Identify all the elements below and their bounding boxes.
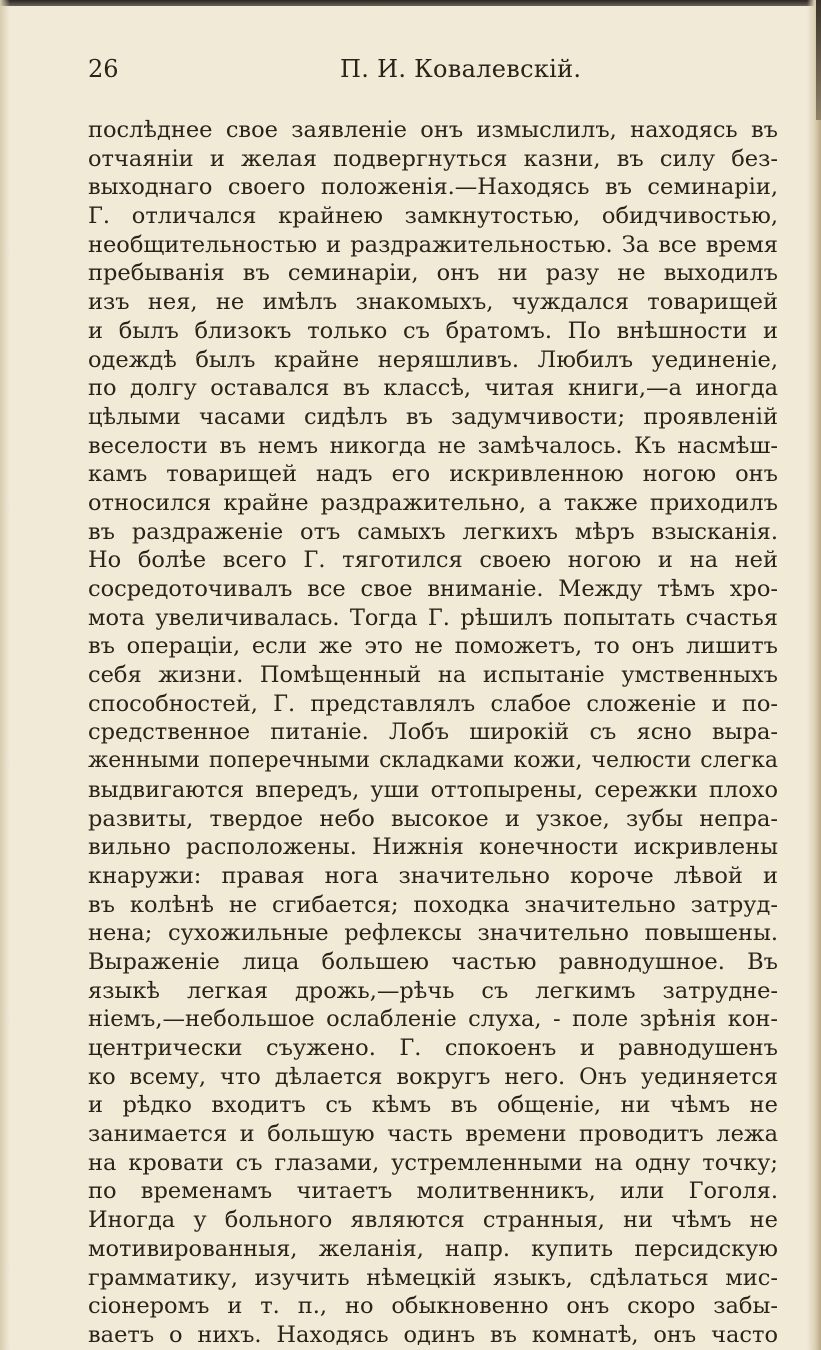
text-line: веселости въ немъ никогда не замѣчалось. Къ насмѣш- <box>88 432 778 459</box>
text-line: необщительностью и раздражительностью. За все время <box>88 231 778 258</box>
text-line: способностей, Г. представлялъ слабое сложеніе и по- <box>88 690 778 717</box>
text-line: ко всему, что дѣлается вокругъ него. Онъ уединяется <box>88 1063 778 1090</box>
text-line: послѣднее свое заявленіе онъ измыслилъ, находясь въ <box>88 117 778 143</box>
text-line: выдвигаются впередъ, уши оттопырены, сережки плохо <box>88 776 778 803</box>
text-line: въ колѣнѣ не сгибается; походка значительно затруд- <box>88 891 778 918</box>
text-line: выходнаго своего положенія.—Находясь въ семинаріи, <box>88 174 778 201</box>
text-line: въ операціи, если же это не поможетъ, то онъ лишитъ <box>88 633 778 660</box>
page-left-edge <box>0 0 10 1350</box>
text-line: развиты, твердое небо высокое и узкое, зубы непра- <box>88 805 778 832</box>
text-line: нена; сухожильные рефлексы значительно повышены. <box>88 920 778 947</box>
text-line: вильно расположены. Нижнія конечности искривлены <box>88 834 778 861</box>
text-line: на кровати съ глазами, устремленными на одну точку; <box>88 1149 778 1176</box>
text-line: отчаяніи и желая подвергнуться казни, въ силу без- <box>88 145 778 172</box>
text-line: языкѣ легкая дрожь,—рѣчь съ легкимъ затрудне- <box>88 977 778 1004</box>
text-line: занимается и большую часть времени проводитъ лежа <box>88 1121 778 1148</box>
text-line: одеждѣ былъ крайне неряшливъ. Любилъ уединеніе, <box>88 346 778 373</box>
text-line: сіонеромъ и т. п., но обыкновенно онъ скоро забы- <box>88 1293 778 1320</box>
text-line: мота увеличивалась. Тогда Г. рѣшилъ попытать счастья <box>88 604 778 631</box>
text-line: ніемъ,—небольшое ослабленіе слуха, - поле зрѣнія кон- <box>88 1006 778 1033</box>
text-line: грамматику, изучить нѣмецкій языкъ, сдѣлаться мис- <box>88 1264 778 1291</box>
body-text <box>88 116 778 1350</box>
page-right-edge <box>807 0 821 1350</box>
text-line: относился крайне раздражительно, а также приходилъ <box>88 489 778 516</box>
text-line: Иногда у больного являются странныя, ни чѣмъ не <box>88 1207 778 1234</box>
text-line: Выраженіе лица большею частью равнодушное. Въ <box>88 948 778 975</box>
text-line: себя жизни. Помѣщенный на испытаніе умственныхъ <box>88 662 778 689</box>
binding-shadow <box>816 0 821 120</box>
text-line: въ раздраженіе отъ самыхъ легкихъ мѣръ взысканія. <box>88 518 778 545</box>
text-line: по долгу оставался въ классѣ, читая книги,—а иногда <box>88 375 778 402</box>
page-header <box>88 55 778 95</box>
running-title: П. И. Ковалевскій. <box>340 55 582 83</box>
text-line: женными поперечными складками кожи, челюсти слегка <box>88 748 778 774</box>
text-line: и рѣдко входитъ съ кѣмъ въ общеніе, ни чѣмъ не <box>88 1092 778 1119</box>
text-line: цѣлыми часами сидѣлъ въ задумчивости; проявленій <box>88 403 778 430</box>
text-line: мотивированныя, желанія, напр. купить персидскую <box>88 1235 778 1262</box>
text-line: кнаружи: правая нога значительно короче лѣвой и <box>88 862 778 889</box>
text-line: по временамъ читаетъ молитвенникъ, или Гоголя. <box>88 1178 778 1205</box>
text-line: центрически съужено. Г. спокоенъ и равнодушенъ <box>88 1035 778 1061</box>
text-line: Г. отличался крайнею замкнутостью, обидчивостью, <box>88 203 778 230</box>
text-line: средственное питаніе. Лобъ широкій съ ясно выра- <box>88 719 778 746</box>
text-line: сосредоточивалъ все свое вниманіе. Между тѣмъ хро- <box>88 576 778 602</box>
text-line: пребыванія въ семинаріи, онъ ни разу не выходилъ <box>88 260 778 287</box>
text-line: камъ товарищей надъ его искривленною ногою онъ <box>88 461 778 488</box>
text-line: Но болѣе всего Г. тяготился своею ногою и на ней <box>88 547 778 574</box>
page-number: 26 <box>88 55 119 83</box>
page-top-edge <box>0 0 821 6</box>
text-line: и былъ близокъ только съ братомъ. По внѣшности и <box>88 317 778 344</box>
text-line: ваетъ о нихъ. Находясь одинъ въ комнатѣ, онъ часто <box>88 1321 778 1348</box>
text-line: изъ нея, не имѣлъ знакомыхъ, чуждался товарищей <box>88 289 778 316</box>
